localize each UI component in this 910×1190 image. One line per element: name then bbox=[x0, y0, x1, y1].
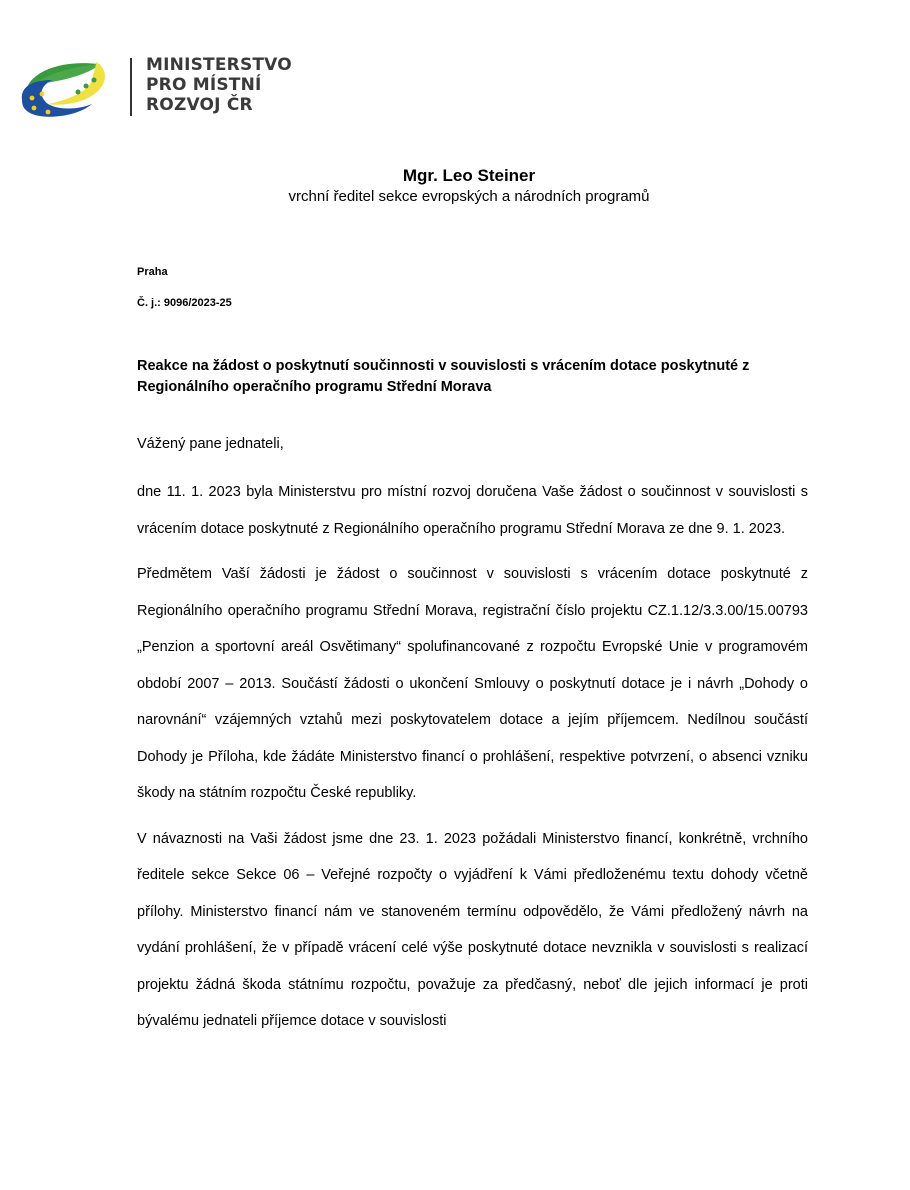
letter-body bbox=[137, 474, 808, 1049]
paragraph: dne 11. 1. 2023 byla Ministerstvu pro místní rozvoj doručena Vaše žádost o součinnost v souvislosti s vrácením dotace poskytnuté z Regionálního operačního programu Střední Morava ze dne 9. 1. 2023. bbox=[137, 484, 808, 537]
org-name-line-3: ROZVOJ ČR bbox=[146, 95, 253, 115]
org-name-line-1: MINISTERSTVO bbox=[146, 55, 292, 75]
signer-role: vrchní ředitel sekce evropských a národních programů bbox=[288, 188, 650, 205]
place: Praha bbox=[137, 266, 168, 278]
paragraph: Předmětem Vaší žádosti je žádost o součinnost v souvislosti s vrácením dotace poskytnuté z Regionálního operačního programu Střední Morava, registrační číslo projektu CZ.1.12/3.3.00/15.00793 „Penzion a sportovní areál Osvětimany“ spolufinancované z rozpočtu Evropské Unie v programovém období 2007 – 2013. Součástí žádosti o ukončení Smlouvy o poskytnutí dotace je i návrh „Dohody o narovnání“ vzájemných vztahů mezi poskytovatelem dotace a jejím příjemcem. Nedílnou součástí Dohody je Příloha, kde žádáte Ministerstvo financí o prohlášení, respektive potvrzení, o absenci vzniku škody na státním rozpočtu České republiky. bbox=[137, 566, 808, 801]
reference-number: Č. j.: 9096/2023-25 bbox=[137, 297, 232, 309]
org-name-line-2: PRO MÍSTNÍ bbox=[146, 75, 262, 95]
org-name bbox=[146, 55, 292, 115]
signer-name: Mgr. Leo Steiner bbox=[402, 166, 536, 185]
mmr-logo-icon bbox=[18, 56, 118, 118]
paragraph: V návaznosti na Vaši žádost jsme dne 23. 1. 2023 požádali Ministerstvo financí, konkrétně, vrchního ředitele sekce Sekce 06 – Veřejné rozpočty o vyjádření k Vámi předloženému textu dohody včetně přílohy. Ministerstvo financí nám ve stanoveném termínu odpovědělo, že Vámi předložený návrh na vydání prohlášení, že v případě vrácení celé výše poskytnuté dotace nevznikla v souvislosti s realizací projektu žádná škoda státnímu rozpočtu, považuje za předčasný, neboť dle jejich informací je proti bývalému jednateli příjemce dotace v souvislosti bbox=[137, 830, 808, 1029]
logo-divider bbox=[130, 58, 132, 116]
signer-block bbox=[0, 165, 910, 207]
letter-subject: Reakce na žádost o poskytnutí součinnosti v souvislosti s vrácením dotace poskytnuté z Regionálního operačního programu Střední Morava bbox=[137, 358, 750, 395]
salutation: Vážený pane jednateli, bbox=[137, 436, 284, 452]
